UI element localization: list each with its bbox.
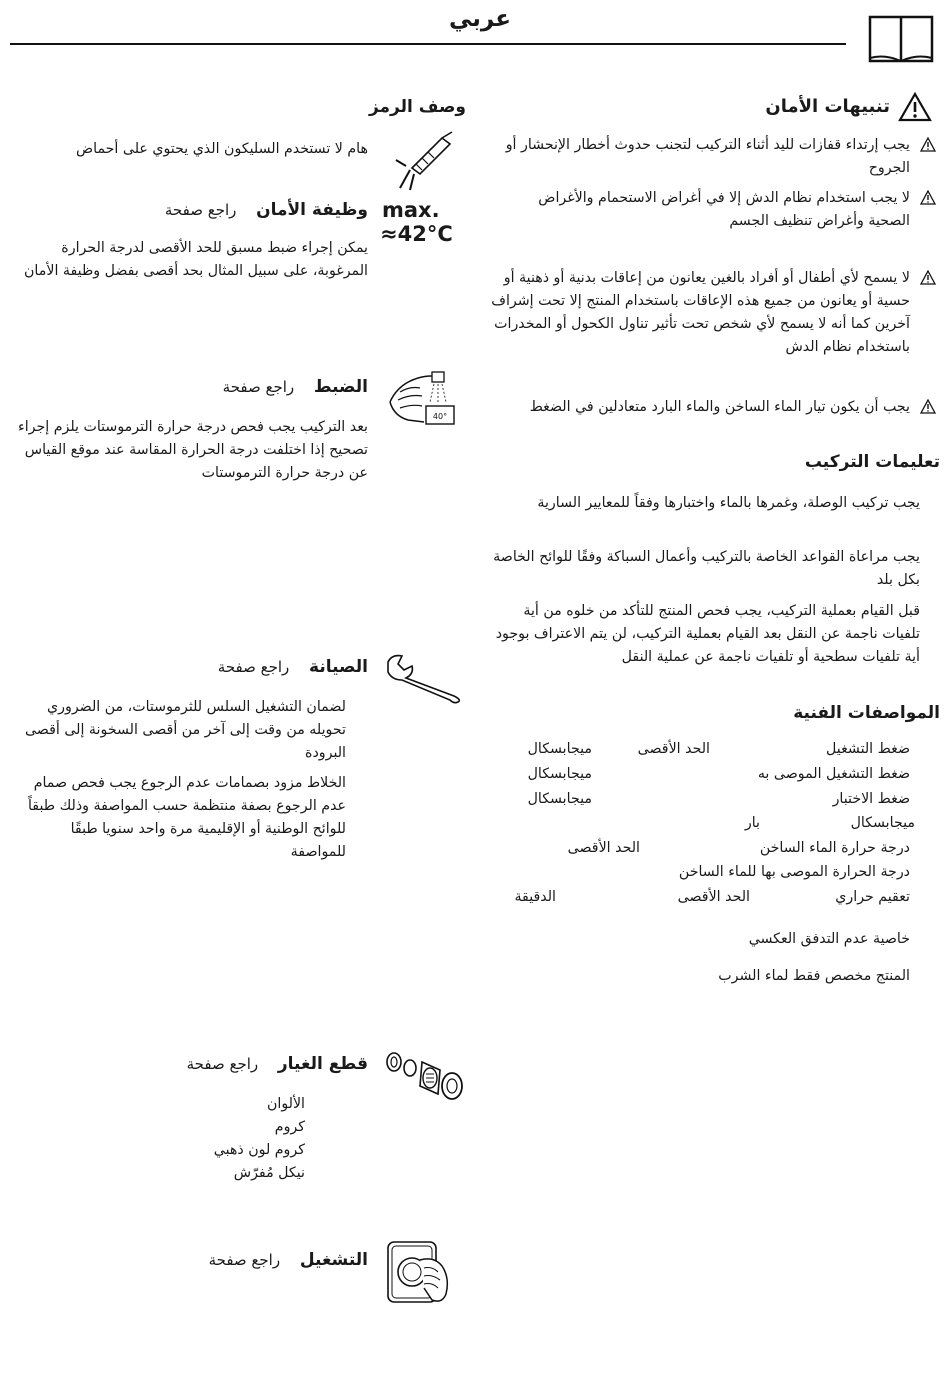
- warning-icon: [920, 137, 936, 152]
- spec-note: المنتج مخصص فقط لماء الشرب: [718, 968, 910, 984]
- see-page-link[interactable]: راجع صفحة: [186, 1055, 259, 1073]
- see-page-link[interactable]: راجع صفحة: [164, 201, 237, 219]
- symbol-title: وصف الرمز: [368, 97, 466, 117]
- thermostat-hand-icon: [384, 362, 458, 432]
- warning-icon: [920, 190, 936, 205]
- spec-label: درجة حرارة الماء الساخن: [759, 840, 910, 856]
- safety-title: تنبيهات الأمان: [765, 96, 890, 117]
- safety-function-text: يمكن إجراء ضبط مسبق للحد الأقصى لدرجة الحرارة المرغوبة، على سبيل المثال بحد أقصى بفضل وظيفة الأمان: [24, 240, 368, 279]
- safety-function-title: وظيفة الأمان: [256, 200, 368, 220]
- spec-qualifier: الحد الأقصى: [567, 840, 640, 856]
- maintenance-text: لضمان التشغيل السلس للثرموستات، من الضروري تحويله من وقت إلى آخر من أقصى السخونة إلى أقصى البرودة: [24, 699, 346, 761]
- spec-qualifier: بار: [744, 815, 760, 831]
- see-page-link[interactable]: راجع صفحة: [208, 1251, 281, 1269]
- spec-label: ضغط الاختبار: [832, 791, 910, 807]
- max-label: max.: [382, 198, 440, 222]
- spec-label: ضغط التشغيل الموصى به: [757, 766, 910, 782]
- warning-icon: [898, 92, 932, 122]
- install-para: قبل القيام بعملية التركيب، يجب فحص المنتج للتأكد من خلوه من أية تلفيات ناجمة عن النقل بعد القيام بعملية التركيب، لن يتم الاعتراف بوجود أية تلفيات سطحية أو تلفيات ناجمة عن عملية النقل: [495, 603, 920, 665]
- gauge-value: 40°: [432, 412, 448, 421]
- symbol-text: هام لا تستخدم السليكون الذي يحتوي على أحماض: [75, 141, 368, 157]
- safety-item: يجب إرتداء قفازات لليد أثناء التركيب لتجنب حدوث أخطار الإنحشار أو الجروح: [505, 137, 910, 176]
- thermostat-knob-icon: [384, 1238, 460, 1306]
- maintenance-text: الخلاط مزود بصمامات عدم الرجوع يجب فحص صمام عدم الرجوع بصفة منتظمة حسب المواصفة وذلك طبقاً للوائح الوطنية أو الإقليمية مرة واحد سنويا طبقًا للمواصفة: [27, 775, 346, 860]
- adjust-text: بعد التركيب يجب فحص درجة حرارة الترموستات يلزم إجراء تصحيح إذا اختلفت درجة الحرارة المقاسة عند موقع القياس عن درجة حرارة الترموستات: [18, 419, 368, 481]
- parts-item: كروم: [274, 1119, 305, 1135]
- spec-note: خاصية عدم التدفق العكسي: [748, 931, 910, 947]
- spec-unit: ميجابسكال: [850, 815, 915, 831]
- wrench-icon: [384, 652, 464, 704]
- header-rule: [10, 43, 846, 45]
- book-icon: [868, 14, 934, 64]
- maintenance-title: الصيانة: [309, 657, 368, 677]
- spec-label: تعقيم حراري: [835, 889, 910, 905]
- spec-unit: ميجابسكال: [527, 791, 592, 807]
- spare-parts-icon: [382, 1048, 466, 1104]
- spare-parts-title: قطع الغيار: [277, 1054, 368, 1074]
- safety-item: لا يجب استخدام نظام الدش إلا في أغراض الاستحمام والأغراض الصحية وأغراض تنظيف الجسم: [538, 190, 910, 229]
- spec-unit: ميجابسكال: [527, 741, 592, 757]
- spec-unit: الدقيقة: [514, 889, 556, 905]
- page-language-title: عربي: [449, 6, 511, 32]
- warning-icon: [920, 270, 936, 285]
- install-para: يجب تركيب الوصلة، وغمرها بالماء واختبارها وفقاً للمعايير السارية: [537, 495, 920, 511]
- see-page-link[interactable]: راجع صفحة: [217, 658, 290, 676]
- warning-icon: [920, 399, 936, 414]
- safety-item: يجب أن يكون تيار الماء الساخن والماء البارد متعادلين في الضغط: [529, 399, 910, 415]
- spec-qualifier: الحد الأقصى: [677, 889, 750, 905]
- adjust-title: الضبط: [313, 377, 368, 397]
- safety-item: لا يسمح لأي أطفال أو أفراد بالغين يعانون من إعاقات بدنية أو ذهنية أو حسية أو يعانون من جميع هذه الإعاقات باستخدام المنتج إلا تحت إشراف آخرين كما أنه لا يسمح لأي شخص تحت تأثير تناول الكحول أو المخدرات باستخدام نظام الدش: [491, 270, 910, 355]
- spec-label: ضغط التشغيل: [826, 741, 910, 757]
- spec-qualifier: الحد الأقصى: [637, 741, 710, 757]
- spec-label: درجة الحرارة الموصى بها للماء الساخن: [678, 864, 910, 880]
- silicone-gun-icon: [392, 130, 456, 192]
- specs-title: المواصفات الفنية: [793, 703, 940, 723]
- operation-title: التشغيل: [299, 1250, 368, 1270]
- see-page-link[interactable]: راجع صفحة: [222, 378, 295, 396]
- parts-item: الألوان: [266, 1096, 305, 1112]
- spec-unit: ميجابسكال: [527, 766, 592, 782]
- temp-label: ≈42°C: [380, 222, 453, 246]
- parts-item: نيكل مُفرّش: [233, 1165, 305, 1181]
- install-para: يجب مراعاة القواعد الخاصة بالتركيب وأعمال السباكة وفقًا للوائح الخاصة بكل بلد: [493, 549, 920, 588]
- parts-item: كروم لون ذهبي: [213, 1142, 305, 1158]
- install-title: تعليمات التركيب: [804, 452, 940, 472]
